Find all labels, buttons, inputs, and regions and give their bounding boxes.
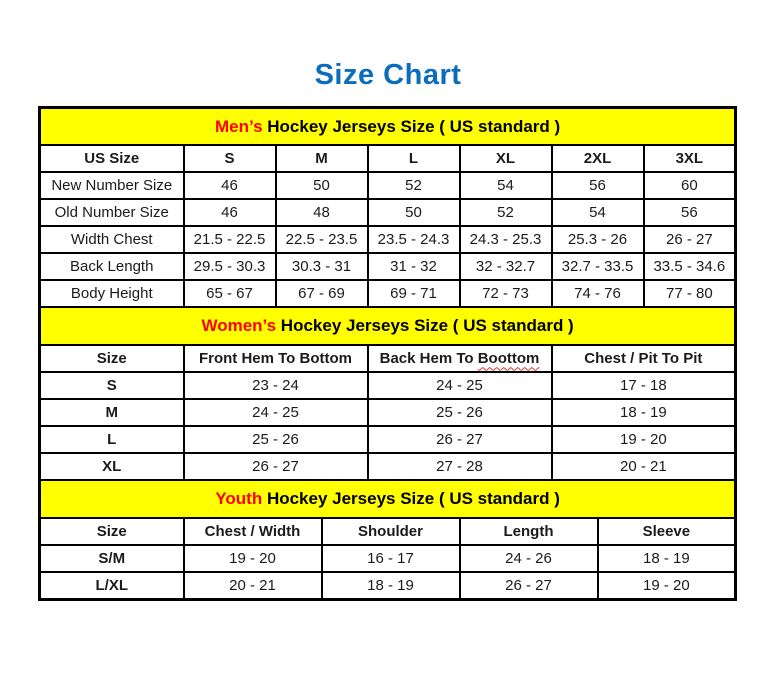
youth-column-header: Size — [40, 518, 184, 545]
data-cell: 46 — [184, 172, 276, 199]
mens-table-row — [40, 226, 736, 253]
data-cell: 21.5 - 22.5 — [184, 226, 276, 253]
data-cell: 19 - 20 — [598, 572, 736, 599]
row-label: Body Height — [40, 280, 184, 307]
mens-table-row — [40, 253, 736, 280]
data-cell: 16 - 17 — [322, 545, 460, 572]
youth-column-header-row — [40, 518, 736, 545]
row-label: Old Number Size — [40, 199, 184, 226]
data-cell: 69 - 71 — [368, 280, 460, 307]
mens-section-header — [40, 107, 736, 145]
mens-column-header: XL — [460, 145, 552, 172]
womens-section-header-highlight: Women’s — [201, 316, 277, 336]
data-cell: 56 — [644, 199, 736, 226]
data-cell: 25 - 26 — [184, 426, 368, 453]
data-cell: 22.5 - 23.5 — [276, 226, 368, 253]
row-label: L — [40, 426, 184, 453]
youth-column-header: Chest / Width — [184, 518, 322, 545]
womens-column-header-row — [40, 345, 736, 372]
data-cell: 33.5 - 34.6 — [644, 253, 736, 280]
data-cell: 31 - 32 — [368, 253, 460, 280]
data-cell: 23.5 - 24.3 — [368, 226, 460, 253]
data-cell: 74 - 76 — [552, 280, 644, 307]
row-label: Back Length — [40, 253, 184, 280]
data-cell: 32.7 - 33.5 — [552, 253, 644, 280]
mens-section-header-text: Hockey Jerseys Size ( US standard ) — [262, 116, 561, 136]
size-chart-body — [40, 107, 736, 599]
row-label: L/XL — [40, 572, 184, 599]
data-cell: 72 - 73 — [460, 280, 552, 307]
size-chart-table — [38, 106, 737, 601]
row-label: Width Chest — [40, 226, 184, 253]
youth-section-header-text: Hockey Jerseys Size ( US standard ) — [262, 489, 560, 509]
youth-section-header — [40, 480, 736, 518]
data-cell: 24 - 26 — [460, 545, 598, 572]
mens-section-header-highlight: Men’s — [214, 116, 263, 136]
data-cell: 67 - 69 — [276, 280, 368, 307]
womens-table-row — [40, 399, 736, 426]
womens-column-header: Size — [40, 345, 184, 372]
mens-table-row — [40, 280, 736, 307]
data-cell: 25.3 - 26 — [552, 226, 644, 253]
data-cell: 29.5 - 30.3 — [184, 253, 276, 280]
youth-section-header-row — [40, 480, 736, 518]
mens-column-header: M — [276, 145, 368, 172]
data-cell: 24 - 25 — [184, 399, 368, 426]
womens-section-header-text: Hockey Jerseys Size ( US standard ) — [276, 316, 574, 336]
data-cell: 54 — [460, 172, 552, 199]
data-cell: 26 - 27 — [368, 426, 552, 453]
data-cell: 60 — [644, 172, 736, 199]
data-cell: 32 - 32.7 — [460, 253, 552, 280]
womens-table-row — [40, 372, 736, 399]
row-label: S/M — [40, 545, 184, 572]
data-cell: 20 - 21 — [552, 453, 736, 480]
mens-column-header: S — [184, 145, 276, 172]
data-cell: 30.3 - 31 — [276, 253, 368, 280]
data-cell: 24 - 25 — [368, 372, 552, 399]
data-cell: 18 - 19 — [552, 399, 736, 426]
mens-column-header: 3XL — [644, 145, 736, 172]
data-cell: 18 - 19 — [322, 572, 460, 599]
data-cell: 54 — [552, 199, 644, 226]
page-title: Size Chart — [314, 59, 462, 91]
data-cell: 52 — [368, 172, 460, 199]
womens-column-header: Back Hem To Boottom — [368, 345, 552, 372]
womens-section-header-row — [40, 307, 736, 345]
youth-section-header-highlight: Youth — [215, 489, 263, 509]
data-cell: 27 - 28 — [368, 453, 552, 480]
data-cell: 56 — [552, 172, 644, 199]
mens-column-header: L — [368, 145, 460, 172]
data-cell: 50 — [368, 199, 460, 226]
womens-column-header: Chest / Pit To Pit — [552, 345, 736, 372]
row-label: M — [40, 399, 184, 426]
data-cell: 19 - 20 — [184, 545, 322, 572]
mens-column-header: 2XL — [552, 145, 644, 172]
data-cell: 46 — [184, 199, 276, 226]
youth-table-row — [40, 572, 736, 599]
youth-table-row — [40, 545, 736, 572]
mens-table-row — [40, 172, 736, 199]
data-cell: 48 — [276, 199, 368, 226]
youth-column-header: Length — [460, 518, 598, 545]
data-cell: 20 - 21 — [184, 572, 322, 599]
womens-table-row — [40, 426, 736, 453]
womens-table-row — [40, 453, 736, 480]
data-cell: 24.3 - 25.3 — [460, 226, 552, 253]
data-cell: 26 - 27 — [644, 226, 736, 253]
data-cell: 65 - 67 — [184, 280, 276, 307]
data-cell: 52 — [460, 199, 552, 226]
mens-column-header-row — [40, 145, 736, 172]
womens-column-header: Front Hem To Bottom — [184, 345, 368, 372]
youth-column-header: Shoulder — [322, 518, 460, 545]
size-chart — [38, 106, 738, 601]
data-cell: 18 - 19 — [598, 545, 736, 572]
data-cell: 25 - 26 — [368, 399, 552, 426]
misspelled-word: Boottom — [477, 350, 540, 368]
mens-column-header: US Size — [40, 145, 184, 172]
row-label: New Number Size — [40, 172, 184, 199]
womens-section-header — [40, 307, 736, 345]
data-cell: 50 — [276, 172, 368, 199]
mens-section-header-row — [40, 107, 736, 145]
data-cell: 19 - 20 — [552, 426, 736, 453]
data-cell: 17 - 18 — [552, 372, 736, 399]
data-cell: 77 - 80 — [644, 280, 736, 307]
data-cell: 23 - 24 — [184, 372, 368, 399]
mens-table-row — [40, 199, 736, 226]
data-cell: 26 - 27 — [460, 572, 598, 599]
youth-column-header: Sleeve — [598, 518, 736, 545]
row-label: S — [40, 372, 184, 399]
data-cell: 26 - 27 — [184, 453, 368, 480]
row-label: XL — [40, 453, 184, 480]
